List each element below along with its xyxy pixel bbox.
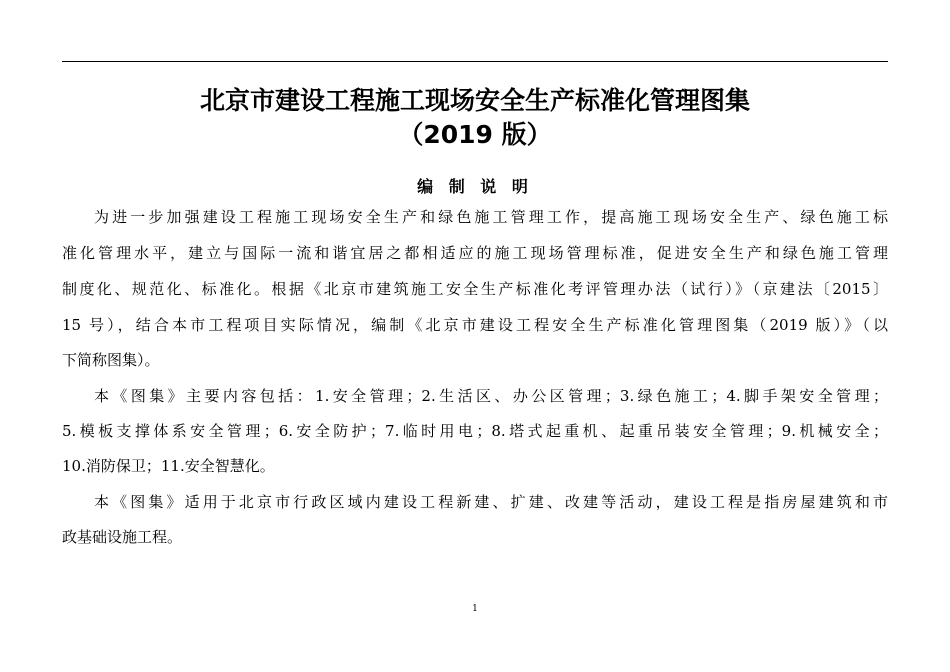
paragraph-1-line-1: 为进一步加强建设工程施工现场安全生产和绿色施工管理工作，提高施工现场安全生产、绿色施工标 bbox=[94, 208, 888, 226]
paragraph-2-line-1: 本《图集》主要内容包括：1.安全管理；2.生活区、办公区管理；3.绿色施工；4.脚手架安全管理； bbox=[94, 387, 888, 405]
section-heading: 编 制 说 明 bbox=[417, 177, 533, 196]
paragraph-1-line-5: 下简称图集）。 bbox=[62, 351, 160, 369]
paragraph-1-line-3: 制度化、规范化、标准化。根据《北京市建筑施工安全生产标准化考评管理办法（试行）》（京建法〔2015〕 bbox=[62, 280, 888, 298]
document-edition: （2019 版） bbox=[398, 120, 552, 149]
document-title: 北京市建设工程施工现场安全生产标准化管理图集 bbox=[199, 86, 750, 115]
paragraph-2-line-3: 10.消防保卫；11.安全智慧化。 bbox=[62, 457, 275, 475]
paragraph-2-line-2: 5.模板支撑体系安全管理；6.安全防护；7.临时用电；8.塔式起重机、起重吊装安全管理；9.机械安全； bbox=[62, 422, 888, 440]
paragraph-1-line-4: 15 号），结合本市工程项目实际情况，编制《北京市建设工程安全生产标准化管理图集（2019 版）》（以 bbox=[62, 316, 888, 334]
paragraph-3-line-1: 本《图集》适用于北京市行政区域内建设工程新建、扩建、改建等活动，建设工程是指房屋建筑和市 bbox=[94, 493, 888, 511]
page-number: 1 bbox=[472, 604, 478, 614]
header-rule bbox=[62, 61, 888, 62]
paragraph-3-line-2: 政基础设施工程。 bbox=[62, 528, 183, 546]
paragraph-1-line-2: 准化管理水平，建立与国际一流和谐宜居之都相适应的施工现场管理标准，促进安全生产和绿色施工管理 bbox=[62, 244, 888, 262]
